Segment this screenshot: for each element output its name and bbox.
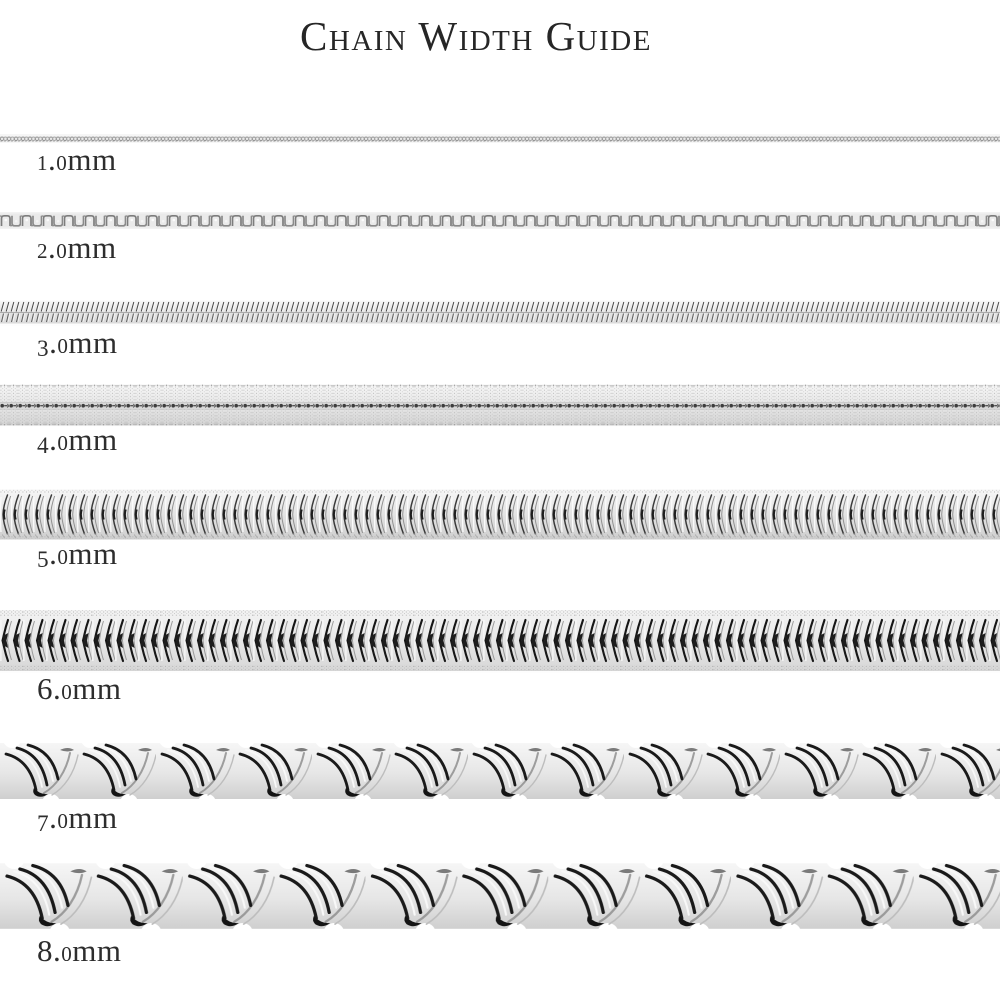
chain-image-1-0mm-box bbox=[0, 134, 1000, 143]
chain-width-label-4-0mm: 4.0mm bbox=[37, 422, 118, 460]
chain-width-label-1-0mm: 1.0mm bbox=[37, 142, 117, 177]
chain-image-4-0mm-snake bbox=[0, 383, 1000, 427]
chain-width-label-2-0mm: 2.0mm bbox=[37, 230, 117, 265]
page-title: Chain Width Guide bbox=[300, 13, 652, 59]
chain-image-2-0mm-box bbox=[0, 212, 1000, 229]
chain-image-7-0mm-rope bbox=[0, 736, 1000, 807]
chain-image-6-0mm-snake bbox=[0, 608, 1000, 673]
chain-width-label-5-0mm: 5.0mm bbox=[37, 536, 118, 574]
chain-image-8-0mm-rope bbox=[0, 855, 1000, 938]
chain-width-label-8-0mm: 8.0mm bbox=[37, 933, 122, 968]
chain-image-5-0mm-snake bbox=[0, 488, 1000, 540]
chain-width-label-6-0mm: 6.0mm bbox=[37, 671, 122, 706]
chain-width-label-3-0mm: 3.0mm bbox=[37, 325, 118, 363]
chain-width-label-7-0mm: 7.0mm bbox=[37, 800, 118, 838]
chain-image-3-0mm-snake bbox=[0, 298, 1000, 326]
